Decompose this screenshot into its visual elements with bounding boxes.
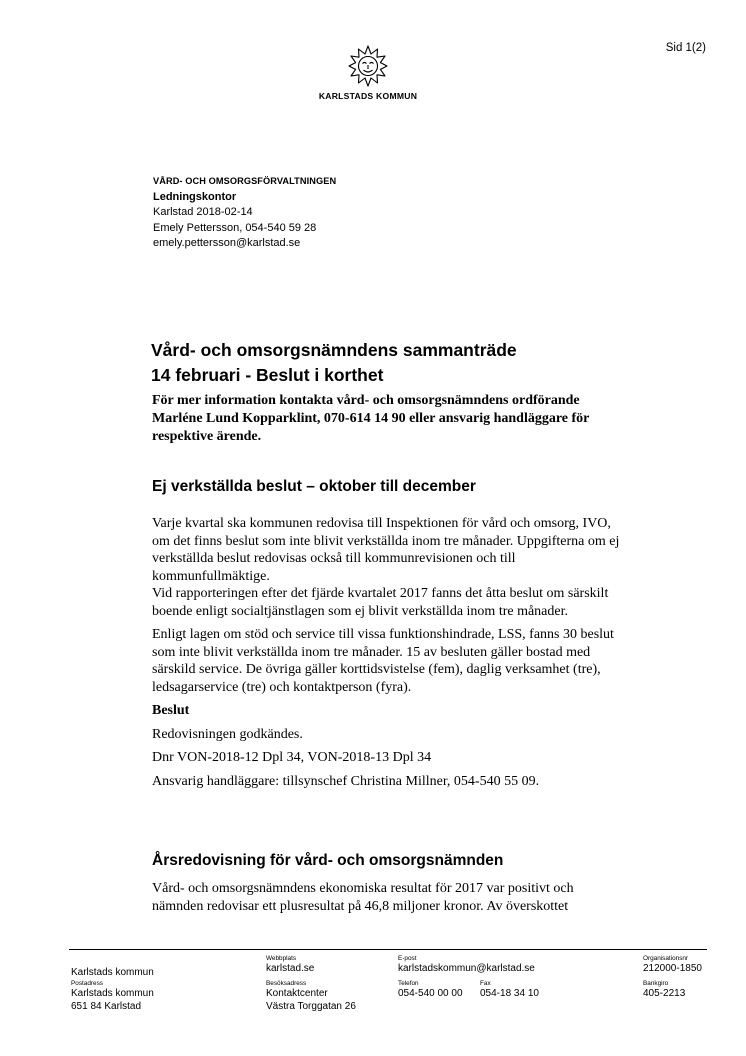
sun-icon bbox=[347, 44, 389, 88]
footer-phone-label: Telefon bbox=[398, 980, 419, 987]
section-body bbox=[152, 515, 622, 796]
footer-divider bbox=[69, 949, 707, 950]
responsible-text: Ansvarig handläggare: tillsynschef Christina Millner, 054-540 55 09. bbox=[152, 773, 540, 789]
section-body bbox=[152, 880, 622, 915]
footer-org bbox=[643, 955, 702, 976]
footer-visit: Besöksadress Kontaktcenter Västra Torggatan 26 bbox=[266, 980, 356, 1012]
intro-text: För mer information kontakta vård- och omsorgsnämndens ordförande Marléne Lund Kopparklint, 070-614 14 90 eller ansvarig handläggare för respektive ärende. bbox=[152, 393, 590, 444]
office: Ledningskontor bbox=[153, 190, 237, 203]
decision-text: Redovisningen godkändes. bbox=[152, 726, 303, 742]
footer-web-link[interactable]: karlstad.se bbox=[266, 963, 315, 974]
paragraph: Enligt lagen om stöd och service till vissa funktionshindrade, LSS, fanns 30 beslut som inte blivit verkställda inom tre månader. 15 av besluten gäller bostad med särskild service. De övriga gäller korttidsvistelse (fem), daglig verksamhet (tre), ledsagarservice (tre) och kontaktperson (fyra). bbox=[152, 627, 614, 695]
footer-web-label: Webbplats bbox=[266, 955, 297, 962]
footer-fax-value: 054-18 34 10 bbox=[480, 988, 539, 999]
paragraph: Varje kvartal ska kommunen redovisa till Inspektionen för vård och omsorg, IVO, om det finns beslut som inte blivit verkställda inom tre månader. Uppgifterna om ej verkställda beslut redovisas också till kommunrevisionen och till kommunfullmäktige. bbox=[152, 516, 620, 584]
footer-post-label: Postadress bbox=[71, 980, 103, 987]
paragraph: Vid rapporteringen efter det fjärde kvartalet 2017 fanns det åtta beslut om särskilt boende enligt socialtjänstlagen som ej blivit verkställda inom tre månader. bbox=[152, 586, 609, 619]
logo bbox=[300, 44, 436, 101]
decision-label: Beslut bbox=[152, 703, 190, 718]
footer-bank-label: Bankgiro bbox=[643, 980, 669, 987]
place-date: Karlstad 2018-02-14 bbox=[153, 206, 253, 218]
dnr-text: Dnr VON-2018-12 Dpl 34, VON-2018-13 Dpl 34 bbox=[152, 750, 432, 765]
footer-email bbox=[398, 955, 535, 976]
footer-phone bbox=[398, 980, 463, 1001]
footer-bank bbox=[643, 980, 685, 1001]
footer-email-label: E-post bbox=[398, 955, 417, 962]
page-number: Sid 1(2) bbox=[665, 42, 706, 54]
department: VÅRD- OCH OMSORGSFÖRVALTNINGEN bbox=[153, 176, 337, 186]
footer-visit-label: Besöksadress bbox=[266, 980, 307, 987]
footer-fax-label: Fax bbox=[480, 980, 491, 987]
footer-fax bbox=[480, 980, 539, 1001]
footer-phone-value: 054-540 00 00 bbox=[398, 988, 463, 999]
footer-bank-value: 405-2213 bbox=[643, 988, 686, 999]
title-line-1: Vård- och omsorgsnämndens sammanträde bbox=[151, 340, 517, 360]
footer-org-value: 212000-1850 bbox=[643, 963, 702, 974]
section-heading: Årsredovisning för vård- och omsorgsnämnden bbox=[152, 852, 504, 869]
footer-email-link[interactable]: karlstadskommun@karlstad.se bbox=[398, 963, 535, 974]
page-title bbox=[151, 338, 631, 388]
paragraph: Vård- och omsorgsnämndens ekonomiska resultat för 2017 var positivt och nämnden redovisar ett plusresultat på 46,8 miljoner kronor. Av överskottet bbox=[152, 881, 574, 914]
title-line-2: 14 februari - Beslut i korthet bbox=[151, 365, 384, 385]
footer-web bbox=[266, 955, 314, 976]
footer-name: Karlstads kommun bbox=[71, 967, 154, 978]
section-heading: Ej verkställda beslut – oktober till december bbox=[152, 478, 476, 495]
footer-post: Postadress Karlstads kommun 651 84 Karlstad bbox=[71, 980, 154, 1012]
email-link[interactable]: emely.pettersson@karlstad.se bbox=[153, 237, 301, 249]
footer-org-label: Organisationsnr bbox=[643, 955, 689, 962]
logo-text: KARLSTADS KOMMUN bbox=[318, 91, 418, 101]
sender-block bbox=[153, 174, 336, 252]
contact: Emely Pettersson, 054-540 59 28 bbox=[153, 221, 317, 234]
